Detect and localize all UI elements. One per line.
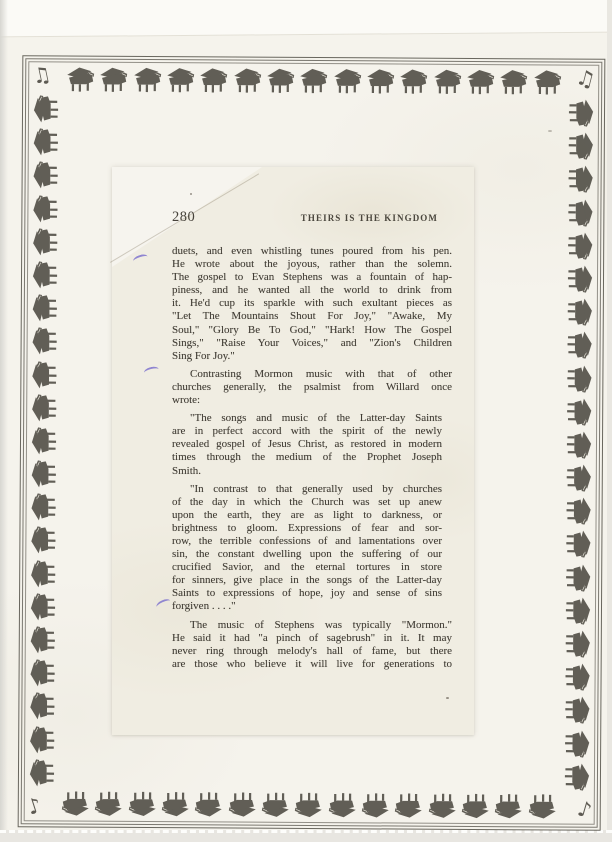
text-line: "The songs and music of the Latter-day Saints [190,412,442,425]
grand-piano-icon [399,69,429,95]
grand-piano-icon [261,792,291,818]
paragraph [172,245,452,363]
quote-paragraph [172,483,442,614]
grand-piano-icon [30,559,56,589]
grand-piano-icon [564,662,590,692]
grand-piano-icon [32,260,58,290]
grand-piano-icon [29,692,55,722]
text-line: never ring through melody's hall of fame, but there [172,644,452,657]
text-line: row, the terrible confessions of and lamentations over [172,534,442,547]
text-line: Sings," "Raise Your Voices," and "Zion's Children [172,336,452,349]
grand-piano-icon [30,526,56,556]
text-line: crucified Savior, and the eternal tortures in store [172,561,442,574]
text-line: Contrasting Mormon music with that of other [190,367,452,380]
text-line: The gospel to Evan Stephens was a fountain of hap- [172,271,452,284]
text-line: wrote: [172,394,201,407]
grand-piano-icon [567,230,593,260]
grand-piano-icon [566,396,592,426]
grand-piano-icon [32,327,58,357]
grand-piano-icon [33,161,59,191]
grand-piano-icon [30,625,56,655]
text-line: brightness to gloom. Expressions of fear and sor- [172,521,442,534]
paragraph [172,619,452,671]
grand-piano-icon [465,69,495,95]
paragraph [172,368,452,407]
grand-piano-icon [33,94,59,124]
text-line: are those who believe it will live for generations to [172,657,452,670]
grand-piano-icon [365,68,395,94]
grand-piano-icon [566,463,592,493]
text-line: He said it had "a pinch of sagebrush" in it. It may [172,631,452,644]
grand-piano-icon [567,297,593,327]
border-ornaments-top [65,64,562,97]
grand-piano-icon [568,164,594,194]
quote-paragraph [172,412,442,477]
grand-piano-icon [567,330,593,360]
grand-piano-icon [565,595,591,625]
text-line: "Let The Mountains Shout For Joy," "Awake, My [172,310,452,323]
music-notes-icon: ♫ [573,64,599,93]
grand-piano-icon [394,793,424,819]
grand-piano-icon [532,69,562,95]
grand-piano-icon [227,791,257,817]
text-line: Smith. [172,464,202,477]
text-line: forgiven . . . ." [172,600,236,613]
grand-piano-icon [132,67,162,93]
border-ornaments-right [562,100,596,790]
text-line: upon the earth, they are as light to darkness, or [172,508,442,521]
grand-piano-icon [499,69,529,95]
grand-piano-icon [232,68,262,94]
text-line: The music of Stephens was typically "Mormon." [190,618,452,631]
text-line: duets, and even whistling tunes poured from his pen. [172,245,452,257]
grand-piano-icon [29,658,55,688]
text-line: Saints to expressions of hope, joy and sense of sins [172,587,442,600]
grand-piano-icon [567,197,593,227]
grand-piano-icon [94,791,124,817]
grand-piano-icon [567,263,593,293]
grand-piano-icon [565,496,591,526]
grand-piano-icon [30,592,56,622]
music-note-icon: ♪ [24,792,45,820]
grand-piano-icon [32,227,58,257]
grand-piano-icon [31,393,57,423]
grand-piano-icon [194,791,224,817]
grand-piano-icon [29,725,55,755]
text-line: Soul," "Glory Be To God," "Hark! How The Gospel [172,323,452,336]
text-line: revealed gospel of Jesus Christ, as restored in modern [172,438,442,451]
music-notes-icon: ♫ [29,61,54,90]
text-line: "In contrast to that generally used by churches [190,482,442,495]
grand-piano-icon [564,695,590,725]
grand-piano-icon [494,793,524,819]
text-line: are in perfect accord with the spirit of the newly [172,425,442,438]
grand-piano-icon [127,791,157,817]
border-ornaments-left [27,96,61,786]
text-line: times through the medium of the Prophet Joseph [172,451,442,464]
grand-piano-icon [565,529,591,559]
grand-piano-icon [564,761,590,791]
grand-piano-icon [568,131,594,161]
grand-piano-icon [461,793,491,819]
text-line: He wrote about the joyous, rather than the solemn. [172,258,452,271]
text-line: sin, the constant dwelling upon the suffering of our [172,548,442,561]
speck [548,130,552,132]
scanner-edge-bottom [0,830,612,842]
grand-piano-icon [332,68,362,94]
text-line: churches generally, the psalmist from Willard once [172,380,452,393]
page-number: 280 [172,209,196,225]
grand-piano-icon [265,68,295,94]
text-line: of the day in which the Church was set up anew [172,495,442,508]
grand-piano-icon [32,293,58,323]
grand-piano-icon [566,429,592,459]
text-line: piness, and he wanted all the world to drink from [172,284,452,297]
grand-piano-icon [31,459,57,489]
scanner-edge-left [0,0,8,842]
grand-piano-icon [65,66,95,92]
grand-piano-icon [165,67,195,93]
grand-piano-icon [29,758,55,788]
grand-piano-icon [327,792,357,818]
grand-piano-icon [61,790,91,816]
scanner-edge-right [607,0,612,842]
grand-piano-icon [161,791,191,817]
music-note-icon: ♪ [574,796,595,824]
body-text [172,245,452,671]
grand-piano-icon [565,562,591,592]
grand-piano-icon [31,426,57,456]
grand-piano-icon [361,792,391,818]
text-line: Sing For Joy." [172,349,235,362]
grand-piano-icon [294,792,324,818]
grand-piano-icon [564,728,590,758]
book-page-clipping [112,167,474,735]
grand-piano-icon [432,69,462,95]
text-line: for sinners, give place in the songs of the Latter-day [172,574,442,587]
grand-piano-icon [299,68,329,94]
grand-piano-icon [199,67,229,93]
grand-piano-icon [33,127,59,157]
grand-piano-icon [98,67,128,93]
grand-piano-icon [31,360,57,390]
grand-piano-icon [32,194,58,224]
speck [446,697,449,699]
text-line: it. He'd cup its sparkle with such exultant pieces as [172,297,452,310]
speck [190,193,192,195]
grand-piano-icon [565,629,591,659]
border-ornaments-bottom [61,788,558,821]
grand-piano-icon [566,363,592,393]
running-head: THEIRS IS THE KINGDOM [300,213,438,223]
grand-piano-icon [528,793,558,819]
paper-top-edge [0,0,612,38]
page-header [172,209,438,226]
grand-piano-icon [568,98,594,128]
grand-piano-icon [31,493,57,523]
grand-piano-icon [427,793,457,819]
